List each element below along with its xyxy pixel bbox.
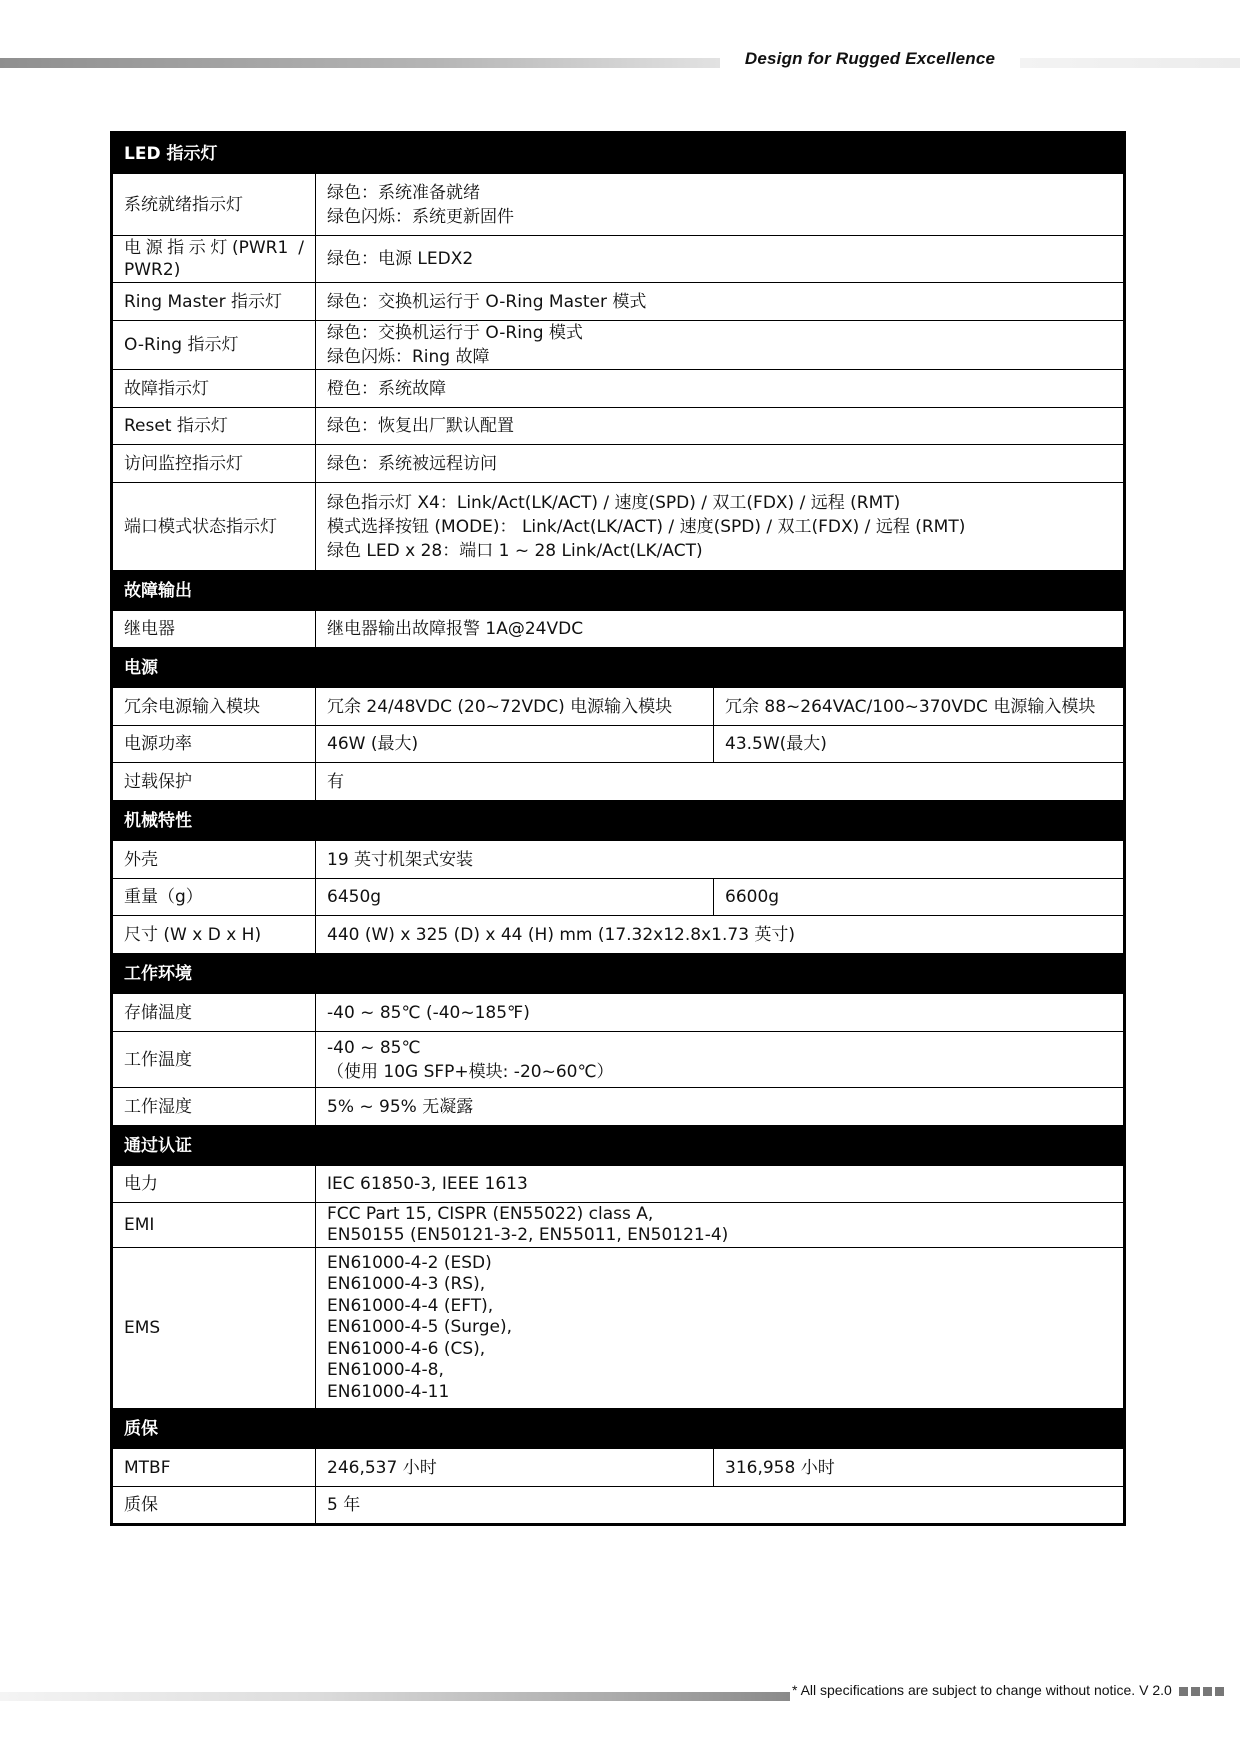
value-line: EN61000-4-8,: [327, 1360, 444, 1381]
row-label: 电源指示灯(PWR1 / PWR2): [112, 236, 316, 283]
spec-row: [112, 688, 1125, 726]
row-label: 故障指示灯: [112, 370, 316, 408]
spec-row: [112, 1487, 1125, 1525]
row-label: 电力: [112, 1166, 316, 1203]
value-line: EN61000-4-3 (RS),: [327, 1274, 486, 1295]
spec-row: [112, 879, 1125, 916]
spec-row: [112, 1449, 1125, 1487]
row-label: 访问监控指示灯: [112, 445, 316, 483]
row-value: [316, 1203, 1125, 1248]
row-value: [316, 321, 1125, 370]
header-gradient-bar: [0, 58, 1240, 68]
spec-row: [112, 916, 1125, 954]
row-label: 外壳: [112, 841, 316, 879]
value-line: 模式选择按钮 (MODE)： Link/Act(LK/ACT) / 速度(SPD) / 双工(FDX) / 远程 (RMT): [327, 516, 966, 537]
spec-row: [112, 445, 1125, 483]
square-decoration-icon: [1191, 1687, 1200, 1696]
value-line: 绿色指示灯 X4：Link/Act(LK/ACT) / 速度(SPD) / 双工(FDX) / 远程 (RMT): [327, 492, 901, 513]
section-power-header: [112, 648, 1125, 688]
row-value: 5 年: [316, 1487, 1125, 1525]
section-led-header: [112, 133, 1125, 174]
row-value-model-a: 246,537 小时: [316, 1449, 714, 1487]
section-title: 工作环境: [112, 954, 1125, 994]
section-title: 机械特性: [112, 801, 1125, 841]
spec-row: [112, 408, 1125, 445]
value-line: EN50155 (EN50121-3-2, EN55011, EN50121-4): [327, 1225, 729, 1245]
row-label: O-Ring 指示灯: [112, 321, 316, 370]
spec-row: [112, 1088, 1125, 1126]
footer-note-text: * All specifications are subject to change without notice. V 2.0: [792, 1682, 1172, 1698]
spec-table: [110, 131, 1126, 1526]
square-decoration-icon: [1203, 1687, 1212, 1696]
spec-row: [112, 1248, 1125, 1409]
value-line: -40 ~ 85℃: [327, 1037, 421, 1058]
row-label: 端口模式状态指示灯: [112, 483, 316, 571]
row-value: -40 ~ 85℃ (-40~185℉): [316, 994, 1125, 1032]
value-line: EN61000-4-4 (EFT),: [327, 1295, 494, 1316]
spec-row: [112, 611, 1125, 648]
spec-row: [112, 1203, 1125, 1248]
row-value-model-b: 43.5W(最大): [714, 726, 1125, 763]
row-value-model-a: 冗余 24/48VDC (20~72VDC) 电源输入模块: [316, 688, 714, 726]
section-cert-header: [112, 1126, 1125, 1166]
row-label: 过载保护: [112, 763, 316, 801]
row-label: Ring Master 指示灯: [112, 283, 316, 321]
row-value: 有: [316, 763, 1125, 801]
row-label: MTBF: [112, 1449, 316, 1487]
square-decoration-icon: [1179, 1687, 1188, 1696]
row-label: EMI: [112, 1203, 316, 1248]
spec-row: [112, 726, 1125, 763]
row-label: 工作温度: [112, 1032, 316, 1088]
row-label: 系统就绪指示灯: [112, 174, 316, 236]
row-value: IEC 61850-3, IEEE 1613: [316, 1166, 1125, 1203]
row-value-model-a: 6450g: [316, 879, 714, 916]
section-title: 通过认证: [112, 1126, 1125, 1166]
row-label: 冗余电源输入模块: [112, 688, 316, 726]
value-line: （使用 10G SFP+模块: -20~60℃）: [327, 1061, 614, 1082]
row-value: 440 (W) x 325 (D) x 44 (H) mm (17.32x12.8x1.73 英寸): [316, 916, 1125, 954]
row-value: 绿色：恢复出厂默认配置: [316, 408, 1125, 445]
spec-row: [112, 321, 1125, 370]
value-line: 绿色闪烁：Ring 故障: [327, 347, 490, 367]
spec-row: [112, 1166, 1125, 1203]
row-label: 电源功率: [112, 726, 316, 763]
value-line: EN61000-4-2 (ESD): [327, 1252, 492, 1273]
value-line: EN61000-4-6 (CS),: [327, 1338, 486, 1359]
value-line: 绿色闪烁：系统更新固件: [327, 206, 514, 227]
section-mech-header: [112, 801, 1125, 841]
value-line: EN61000-4-11: [327, 1381, 450, 1402]
row-value: 19 英寸机架式安装: [316, 841, 1125, 879]
spec-row: [112, 174, 1125, 236]
value-line: 绿色：系统准备就绪: [327, 182, 480, 203]
section-fault-header: [112, 571, 1125, 611]
row-label: 质保: [112, 1487, 316, 1525]
spec-row: [112, 994, 1125, 1032]
row-value: [316, 1032, 1125, 1088]
footer-gradient-bar: [0, 1692, 790, 1701]
value-line: 绿色：交换机运行于 O-Ring 模式: [327, 323, 583, 343]
row-value: 绿色：交换机运行于 O-Ring Master 模式: [316, 283, 1125, 321]
row-value: 继电器输出故障报警 1A@24VDC: [316, 611, 1125, 648]
row-label: EMS: [112, 1248, 316, 1409]
square-decoration-icon: [1215, 1687, 1224, 1696]
section-env-header: [112, 954, 1125, 994]
section-title: LED 指示灯: [112, 133, 1125, 174]
row-label: 工作湿度: [112, 1088, 316, 1126]
section-warranty-header: [112, 1409, 1125, 1449]
row-value: 5% ~ 95% 无凝露: [316, 1088, 1125, 1126]
row-value-model-b: 316,958 小时: [714, 1449, 1125, 1487]
spec-row: [112, 370, 1125, 408]
row-label: 存储温度: [112, 994, 316, 1032]
row-value: [316, 174, 1125, 236]
header-tagline: Design for Rugged Excellence: [720, 44, 1020, 74]
row-value: [316, 1248, 1125, 1409]
spec-row: [112, 283, 1125, 321]
row-label: 尺寸 (W x D x H): [112, 916, 316, 954]
row-value-model-b: 6600g: [714, 879, 1125, 916]
spec-row: [112, 483, 1125, 571]
row-label: 继电器: [112, 611, 316, 648]
row-value: 绿色：系统被远程访问: [316, 445, 1125, 483]
section-title: 故障输出: [112, 571, 1125, 611]
spec-row: [112, 1032, 1125, 1088]
row-value: 橙色：系统故障: [316, 370, 1125, 408]
value-line: FCC Part 15, CISPR (EN55022) class A,: [327, 1203, 654, 1224]
spec-row: [112, 236, 1125, 283]
section-title: 电源: [112, 648, 1125, 688]
row-label: 重量（g）: [112, 879, 316, 916]
spec-row: [112, 763, 1125, 801]
value-line: 绿色 LED x 28：端口 1 ~ 28 Link/Act(LK/ACT): [327, 540, 703, 561]
value-line: EN61000-4-5 (Surge),: [327, 1317, 513, 1338]
footer-note: [792, 1682, 1224, 1698]
row-value: 绿色：电源 LEDX2: [316, 236, 1125, 283]
spec-row: [112, 841, 1125, 879]
section-title: 质保: [112, 1409, 1125, 1449]
row-value-model-b: 冗余 88~264VAC/100~370VDC 电源输入模块: [714, 688, 1125, 726]
row-value-model-a: 46W (最大): [316, 726, 714, 763]
row-value: [316, 483, 1125, 571]
row-label: Reset 指示灯: [112, 408, 316, 445]
